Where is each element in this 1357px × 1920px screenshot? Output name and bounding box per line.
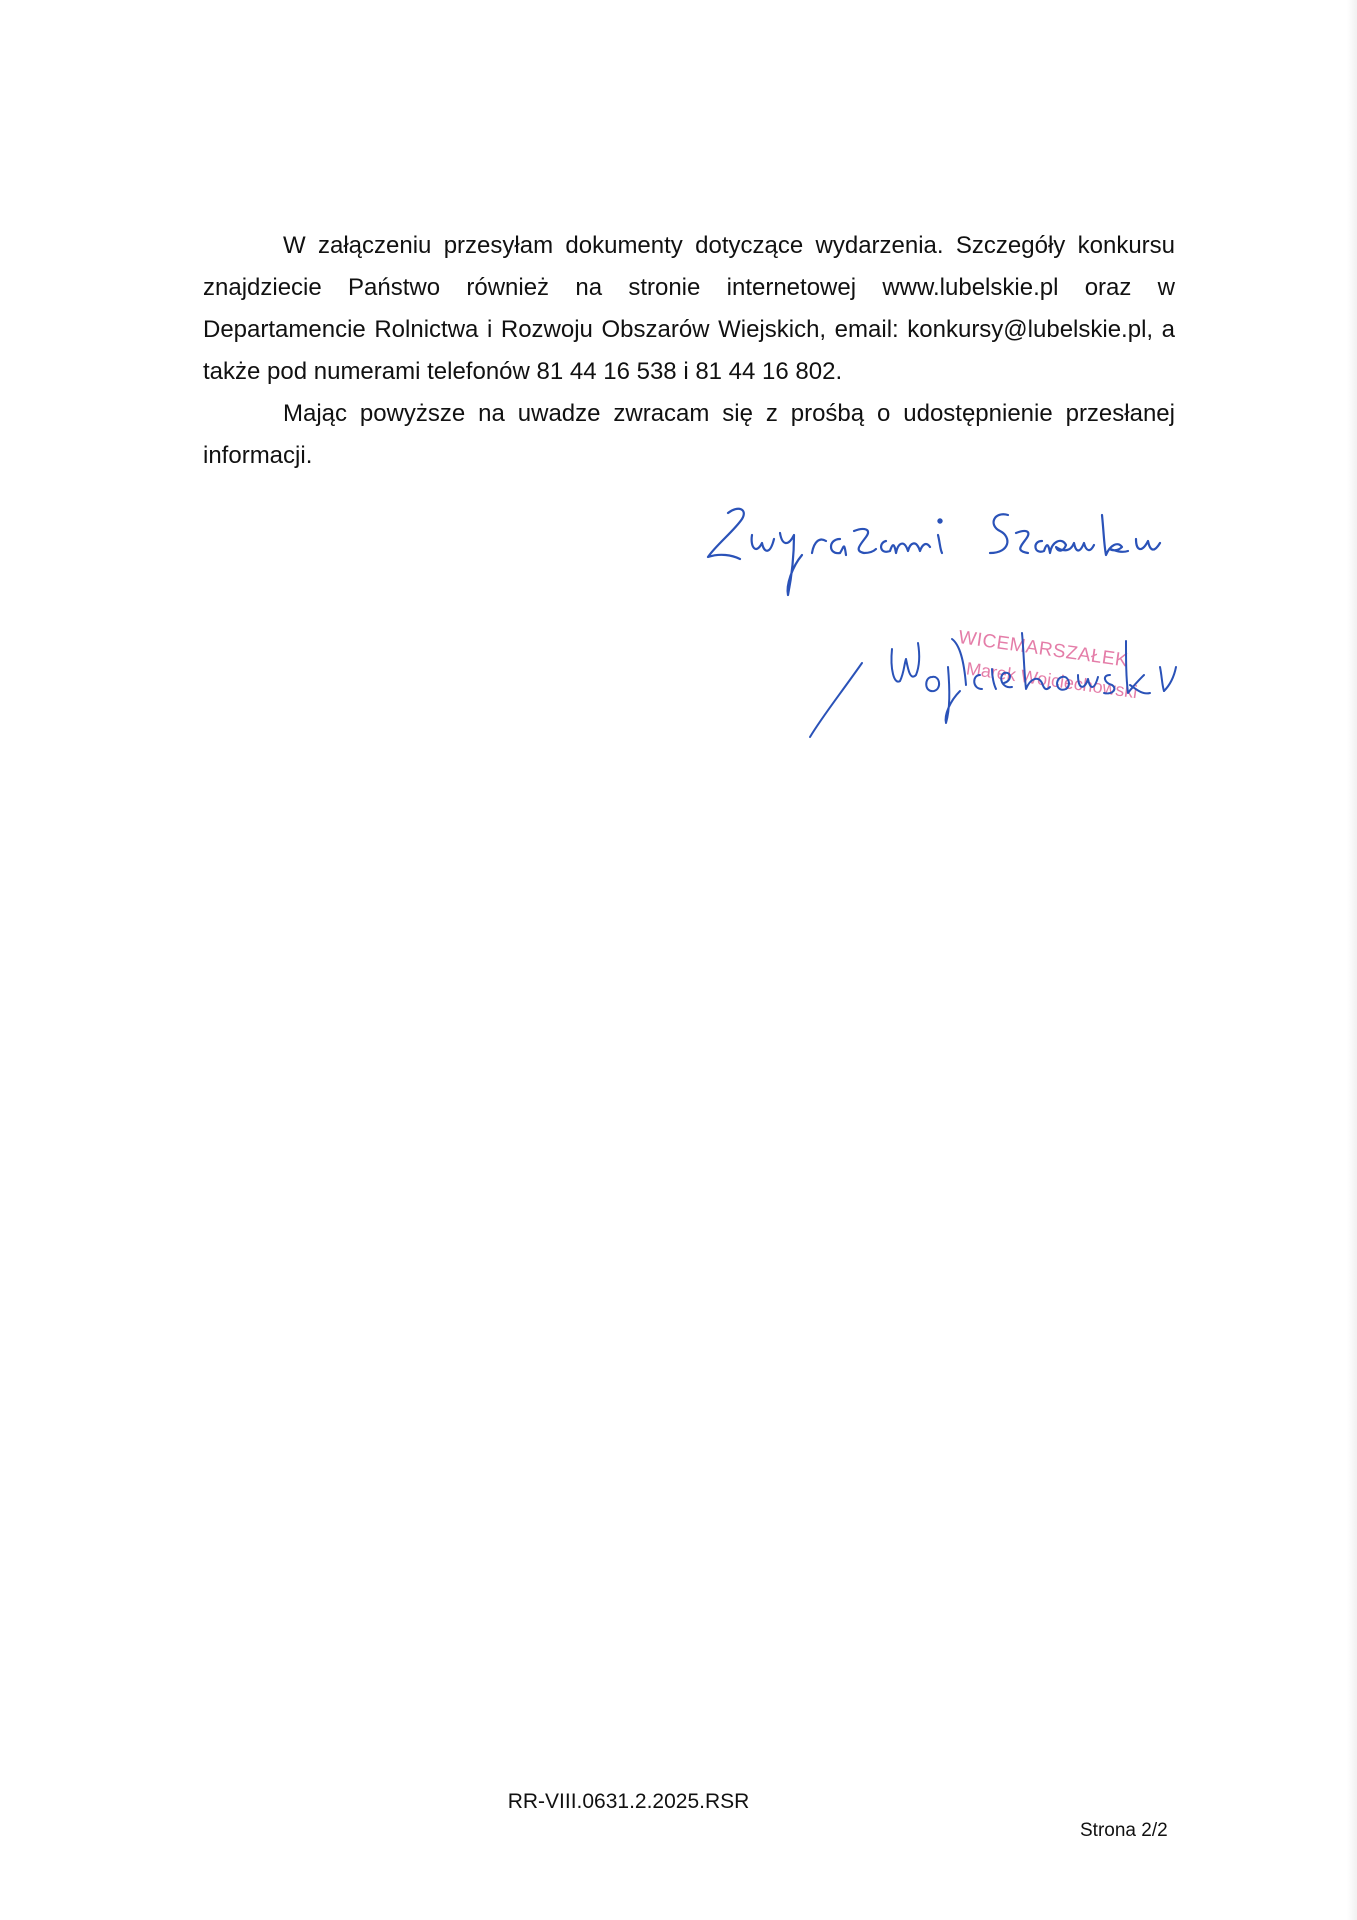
signature-block xyxy=(800,605,1200,755)
handwritten-closing xyxy=(690,495,1230,605)
scan-edge xyxy=(1347,0,1357,1920)
handwritten-signature xyxy=(800,605,1200,755)
stamp-title: WICEMARSZAŁEK xyxy=(957,627,1130,672)
paragraph-request: Mając powyższe na uwadze zwracam się z prośbą o udostępnienie przesłanej informacji. xyxy=(203,400,1175,469)
stamp-name: Marek Wojciechowski xyxy=(964,658,1139,703)
page-number: Strona 2/2 xyxy=(1080,1820,1168,1841)
letter-body xyxy=(203,225,1175,477)
reference-number: RR-VIII.0631.2.2025.RSR xyxy=(507,1790,750,1813)
paragraph-attachments: W załączeniu przesyłam dokumenty dotyczące wydarzenia. Szczegóły konkursu znajdziecie Państwo również na stronie internetowej www.lubelskie.pl oraz w Departamencie Rolnictwa i Rozwoju Obszarów Wiejskich, email: konkursy@lubelskie.pl, a także pod numerami telefonów 81 44 16 538 i 81 44 16 802. xyxy=(203,232,1175,385)
closing-handwriting xyxy=(690,495,1230,605)
